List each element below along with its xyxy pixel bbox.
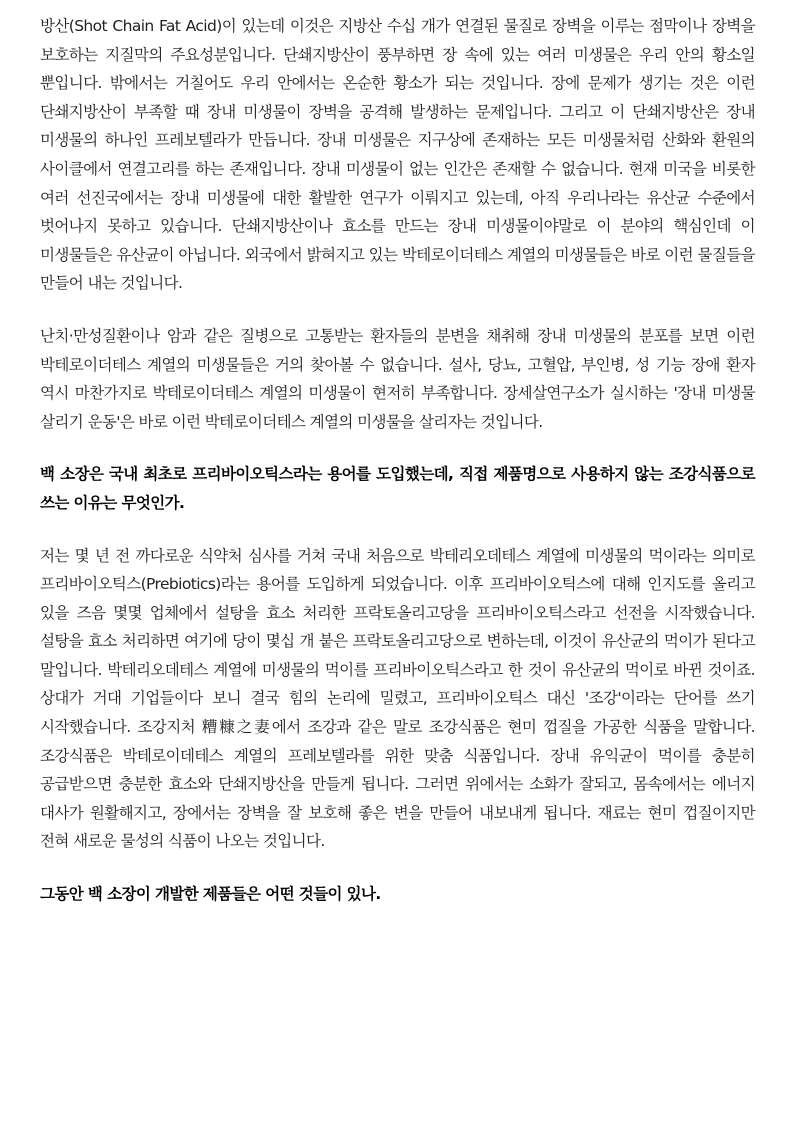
interview-question-prebiotics: 백 소장은 국내 최초로 프리바이오틱스라는 용어를 도입했는데, 직접 제품명으로 사용하지 않는 조강식품으로 쓰는 이유는 무엇인가. <box>40 465 755 512</box>
interview-question-products: 그동안 백 소장이 개발한 제품들은 어떤 것들이 있나. <box>40 885 381 904</box>
paragraph-bacteroidetes-patients: 난치·만성질환이나 암과 같은 질병으로 고통받는 환자들의 분변을 채취해 장내 미생물의 분포를 보면 이런 박테로이더테스 계열의 미생물들은 거의 찾아볼 수 없습니다. 설사, 당뇨, 고혈압, 부인병, 성 기능 장애 환자 역시 마찬가지로 박테로이더테스 계열의 미생물이 현저히 부족합니다. 장세살연구소가 실시하는 '장내 미생물 살리기 운동'은 바로 이런 박테로이더테스 계열의 미생물을 살리자는 것입니다. <box>40 326 755 431</box>
interview-answer-prebiotics: 저는 몇 년 전 까다로운 식약처 심사를 거쳐 국내 처음으로 박테리오데테스 계열에 미생물의 먹이라는 의미로 프리바이오틱스(Prebiotics)라는 용어를 도입하게 되었습니다. 이후 프리바이오틱스에 대해 인지도를 올리고 있을 즈음 몇몇 업체에서 설탕을 효소 처리한 프락토올리고당을 프리바이오틱스라고 선전을 시작했습니다. 설탕을 효소 처리하면 여기에 당이 몇십 개 붙은 프락토올리고당으로 변하는데, 이것이 유산균의 먹이가 된다고 말입니다. 박테리오데테스 계열에 미생물의 먹이를 프리바이오틱스라고 한 것이 유산균의 먹이로 바뀐 것이죠. 상대가 거대 기업들이다 보니 결국 힘의 논리에 밀렸고, 프리바이오틱스 대신 '조강'이라는 단어를 쓰기 시작했습니다. 조강지처 糟糠之妻에서 조강과 같은 말로 조강식품은 현미 껍질을 가공한 식품을 말합니다. 조강식품은 박테로이데테스 계열의 프레보텔라를 위한 맞춤 식품입니다. 장내 유익균이 먹이를 충분히 공급받으면 충분한 효소와 단쇄지방산을 만들게 됩니다. 그러면 위에서는 소화가 잘되고, 몸속에서는 에너지 대사가 원활해지고, 장에서는 장벽을 잘 보호해 좋은 변을 만들어 내보내게 됩니다. 재료는 현미 껍질이지만 전혀 새로운 물성의 식품이 나오는 것입니다. <box>40 546 755 851</box>
paragraph-short-chain-fatty-acid: 방산(Shot Chain Fat Acid)이 있는데 이것은 지방산 수십 개가 연결된 물질로 장벽을 이루는 점막이나 장벽을 보호하는 지질막의 주요성분입니다. 단쇄지방산이 풍부하면 장 속에 있는 여러 미생물은 우리 안의 황소일 뿐입니다. 밖에서는 거칠어도 우리 안에서는 온순한 황소가 되는 것입니다. 장에 문제가 생기는 것은 이런 단쇄지방산이 부족할 때 장내 미생물이 장벽을 공격해 발생하는 문제입니다. 그리고 이 단쇄지방산은 장내 미생물의 하나인 프레보텔라가 만듭니다. 장내 미생물은 지구상에 존재하는 모든 미생물처럼 산화와 환원의 사이클에서 연결고리를 하는 존재입니다. 장내 미생물이 없는 인간은 존재할 수 없습니다. 현재 미국을 비롯한 여러 선진국에서는 장내 미생물에 대한 활발한 연구가 이뤄지고 있는데, 아직 우리나라는 유산균 수준에서 벗어나지 못하고 있습니다. 단쇄지방산이나 효소를 만드는 장내 미생물이야말로 이 분야의 핵심인데 이 미생물들은 유산균이 아닙니다. 외국에서 밝혀지고 있는 박테로이더테스 계열의 미생물들은 바로 이런 물질들을 만들어 내는 것입니다. <box>40 17 755 293</box>
article-page <box>40 12 755 933</box>
